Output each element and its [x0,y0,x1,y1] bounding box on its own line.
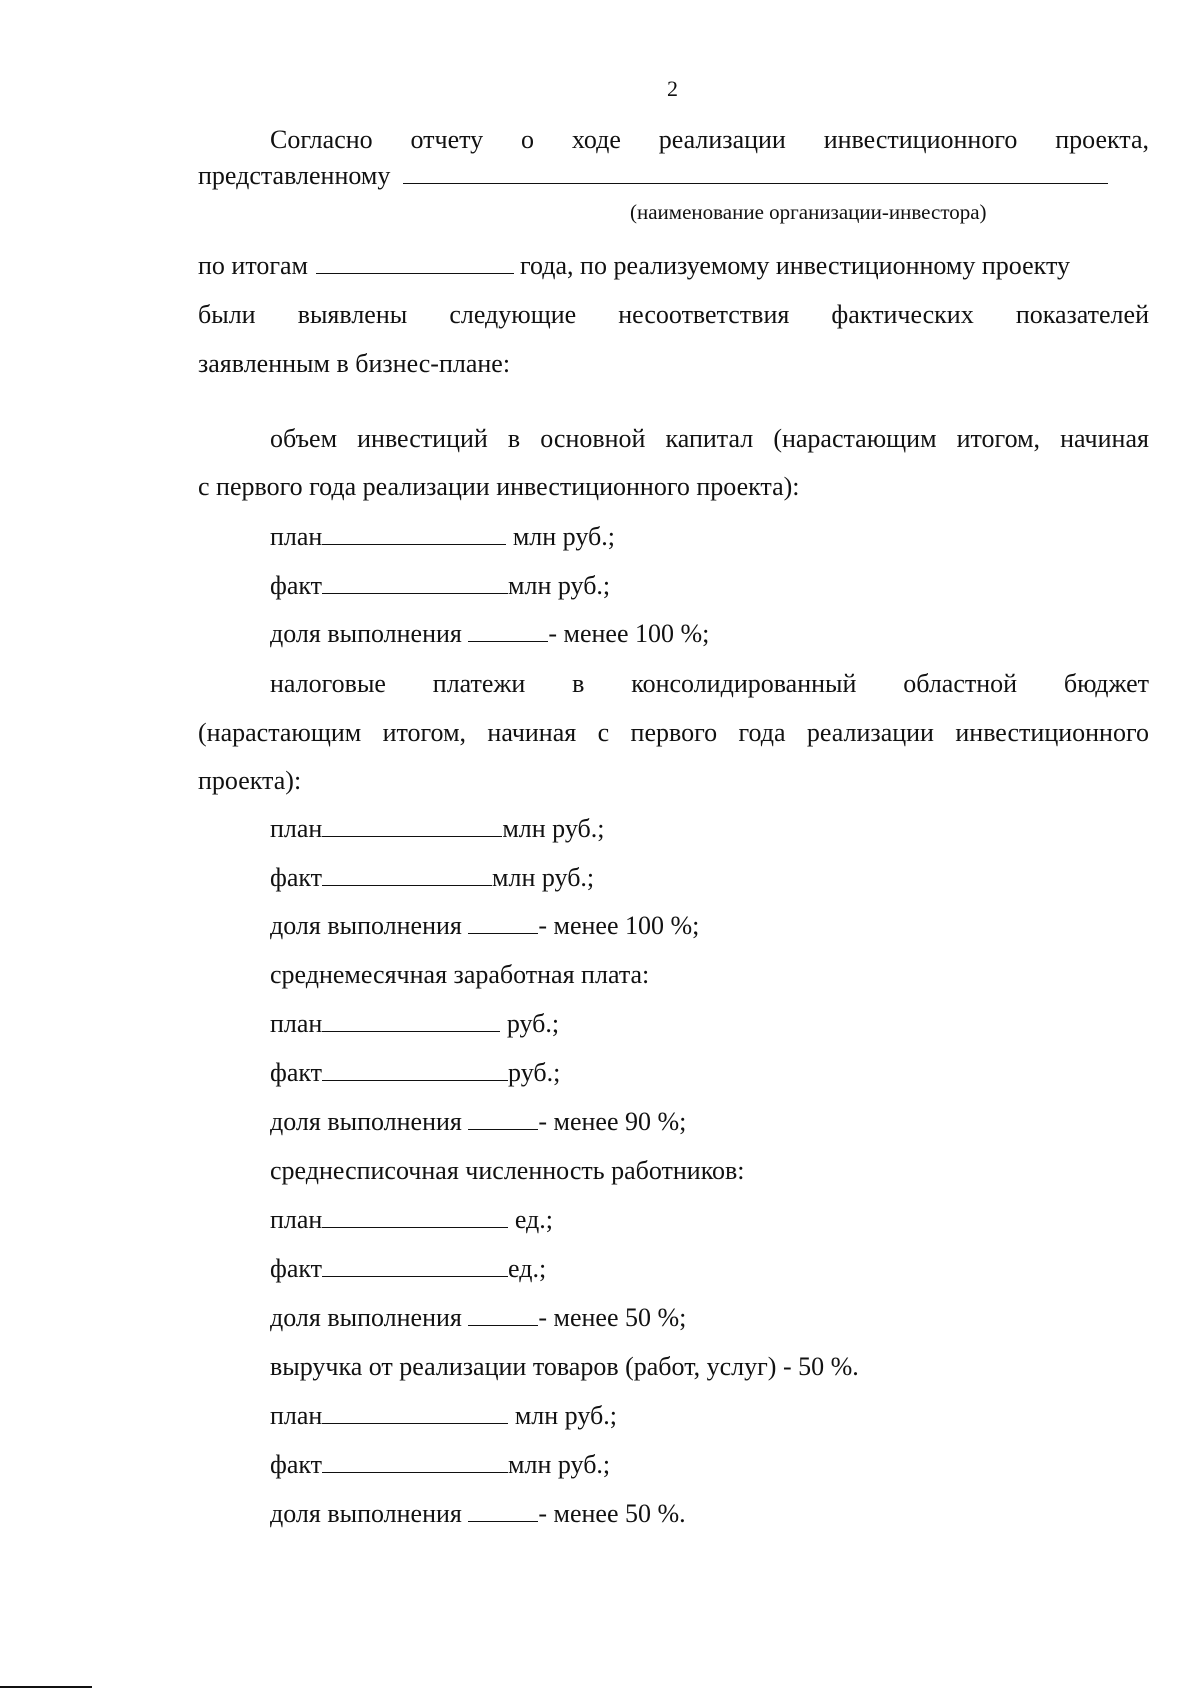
word: бюджет [1063,669,1149,698]
unit-label: руб.; [500,1009,560,1038]
tax-fact-blank[interactable] [322,863,492,886]
plan-label: план [270,1401,323,1430]
word: с [597,718,610,747]
share-label: доля выполнения [270,1499,469,1528]
revenue-fact-blank[interactable] [322,1450,508,1473]
word: проекта, [1055,125,1149,154]
headcount-plan-line [270,1204,553,1236]
unit-label: млн руб.; [492,863,595,892]
word: первого [630,718,718,747]
revenue-share-line [270,1498,686,1530]
salary-plan-blank[interactable] [322,1009,500,1032]
word: в [572,669,585,698]
intro-line-5: заявленным в бизнес-плане: [198,349,511,378]
headcount-fact-line [270,1253,546,1285]
headcount-share-line [270,1302,686,1334]
intro-line-1 [270,124,1149,156]
unit-label: ед.; [508,1205,553,1234]
share-label: доля выполнения [270,619,469,648]
tax-share-blank[interactable] [468,911,538,934]
plan-label: план [270,814,323,843]
unit-label: ед.; [508,1254,547,1283]
tax-line-2 [198,717,1149,749]
salary-share-line [270,1106,686,1138]
word: инвестиций [357,424,488,453]
word: выявлены [297,300,408,329]
headcount-heading: среднесписочная численность работников: [270,1156,745,1185]
word: о [521,125,535,154]
word: инвестиционного [823,125,1018,154]
headcount-fact-blank[interactable] [322,1254,508,1277]
word: показателей [1015,300,1149,329]
investment-fact-blank[interactable] [322,571,508,594]
share-suffix: - менее 90 %; [538,1107,687,1136]
headcount-plan-blank[interactable] [322,1205,508,1228]
word: основной [540,424,646,453]
investment-line-1 [270,423,1149,455]
revenue-heading: выручка от реализации товаров (работ, услуг) - 50 %. [270,1352,859,1381]
revenue-plan-blank[interactable] [322,1401,508,1424]
page-number: 2 [667,76,678,101]
word: (нарастающим [198,718,362,747]
word: платежи [432,669,526,698]
intro-line-3 [198,250,1149,282]
share-suffix: - менее 100 %; [548,619,710,648]
word: капитал [665,424,754,453]
investment-share-line [270,618,709,650]
word: реализации [806,718,934,747]
po-itogam-label: по итогам [198,251,309,280]
share-label: доля выполнения [270,1107,469,1136]
plan-label: план [270,522,323,551]
salary-fact-blank[interactable] [322,1058,508,1081]
word: отчету [410,125,484,154]
tax-plan-line [270,813,604,845]
fact-label: факт [270,1058,323,1087]
unit-label: млн руб.; [508,1401,617,1430]
revenue-plan-line [270,1400,617,1432]
plan-label: план [270,1205,323,1234]
line3-rest: года, по реализуемому инвестиционному проекту [520,251,1070,280]
unit-label: млн руб.; [506,522,615,551]
share-label: доля выполнения [270,1303,469,1332]
fact-label: факт [270,1450,323,1479]
plan-label: план [270,1009,323,1038]
fact-label: факт [270,571,323,600]
revenue-fact-line [270,1449,610,1481]
word: фактических [831,300,974,329]
share-label: доля выполнения [270,911,469,940]
investment-plan-line [270,521,615,553]
tax-line-1 [270,668,1149,700]
footer-rule [0,1686,92,1688]
unit-label: руб.; [508,1058,561,1087]
word: консолидированный [631,669,857,698]
word: ходе [571,125,621,154]
word: начиная [1060,424,1149,453]
revenue-share-blank[interactable] [468,1499,538,1522]
word: начиная [487,718,577,747]
organization-caption: (наименование организации-инвестора) [630,200,987,224]
salary-heading: среднемесячная заработная плата: [270,960,650,989]
line3-rest-wrap [520,250,1149,282]
investment-fact-line [270,570,610,602]
word: в [507,424,521,453]
word: следующие [449,300,577,329]
word: реализации [658,125,786,154]
organization-name-blank[interactable] [403,161,1108,184]
word: несоответствия [618,300,790,329]
word: объем [270,424,338,453]
fact-label: факт [270,1254,323,1283]
word: итогом, [382,718,467,747]
investment-plan-blank[interactable] [322,522,506,545]
headcount-share-blank[interactable] [468,1303,538,1326]
share-suffix: - менее 50 %; [538,1303,687,1332]
unit-label: млн руб.; [508,571,611,600]
tax-share-line [270,910,699,942]
word: (нарастающим [773,424,937,453]
salary-share-blank[interactable] [468,1107,538,1130]
unit-label: млн руб.; [502,814,605,843]
word: были [198,300,256,329]
tax-plan-blank[interactable] [322,814,502,837]
share-suffix: - менее 50 %. [538,1499,686,1528]
tax-line-3: проекта): [198,766,302,795]
salary-fact-line [270,1057,560,1089]
word: налоговые [270,669,386,698]
unit-label: млн руб.; [508,1450,611,1479]
word: Согласно [270,125,373,154]
word: областной [903,669,1018,698]
investment-line-2: с первого года реализации инвестиционного проекта): [198,472,800,501]
year-blank[interactable] [316,251,514,274]
intro-line-2 [198,160,1108,192]
investment-share-blank[interactable] [468,619,548,642]
intro-line-4 [198,299,1149,331]
salary-plan-line [270,1008,559,1040]
word: года [738,718,786,747]
word: итогом, [956,424,1041,453]
word: инвестиционного [955,718,1149,747]
represented-label: представленному [198,161,391,190]
fact-label: факт [270,863,323,892]
tax-fact-line [270,862,594,894]
share-suffix: - менее 100 %; [538,911,700,940]
